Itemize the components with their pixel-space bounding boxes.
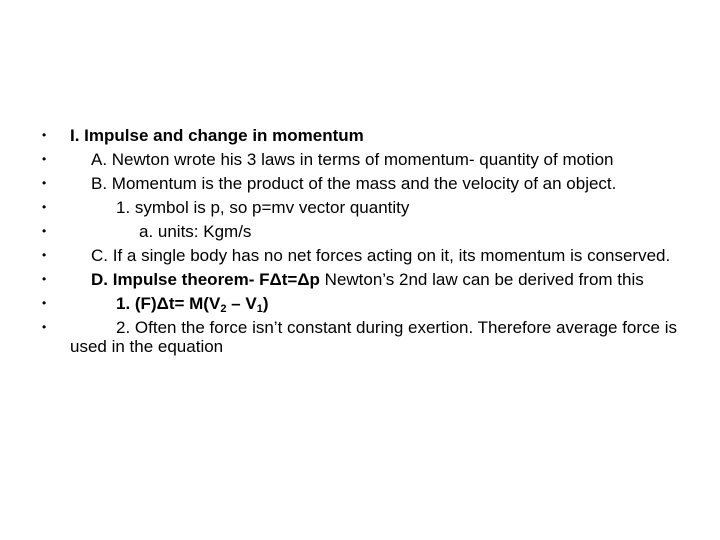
impulse-equation <box>70 294 268 313</box>
list-item <box>40 222 680 241</box>
bullet-dot-icon: • <box>42 224 47 238</box>
bullet-dot-icon: • <box>42 176 47 190</box>
point-a: A. Newton wrote his 3 laws in terms of momentum- quantity of motion <box>91 150 614 169</box>
bullet-dot-icon: • <box>42 152 47 166</box>
bullet-dot-icon: • <box>42 272 47 286</box>
list-item <box>40 150 680 169</box>
impulse-theorem-label: D. Impulse theorem- FΔt=Δp <box>91 270 320 289</box>
equation-sub-2: 2 <box>220 303 227 315</box>
list-item <box>40 126 680 145</box>
bullet-dot-icon: • <box>42 200 47 214</box>
impulse-theorem-note: Newton’s 2nd law can be derived from this <box>319 270 644 289</box>
bullet-list <box>40 126 680 361</box>
bullet-dot-icon: • <box>42 248 47 262</box>
point-c: C. If a single body has no net forces acting on it, its momentum is conserved. <box>91 246 671 265</box>
equation-part-b: – V <box>226 294 257 313</box>
list-item <box>40 174 680 193</box>
point-b: B. Momentum is the product of the mass and the velocity of an object. <box>91 174 617 193</box>
bullet-dot-icon: • <box>42 296 47 310</box>
equation-sub-1: 1 <box>256 303 263 315</box>
point-d2: 2. Often the force isn’t constant during exertion. Therefore average force is used in the equation <box>70 318 677 356</box>
heading-impulse: I. Impulse and change in momentum <box>70 126 364 145</box>
bullet-dot-icon: • <box>42 320 47 334</box>
list-item <box>40 294 680 313</box>
equation-part-a: 1. (F)Δt= M(V <box>116 294 221 313</box>
list-item <box>40 198 680 217</box>
list-item <box>40 318 680 356</box>
list-item <box>40 246 680 265</box>
point-b1a: a. units: Kgm/s <box>139 222 252 241</box>
equation-part-c: ) <box>262 294 269 313</box>
bullet-dot-icon: • <box>42 128 47 142</box>
point-d <box>70 270 644 289</box>
list-item <box>40 270 680 289</box>
point-b1: 1. symbol is p, so p=mv vector quantity <box>116 198 410 217</box>
